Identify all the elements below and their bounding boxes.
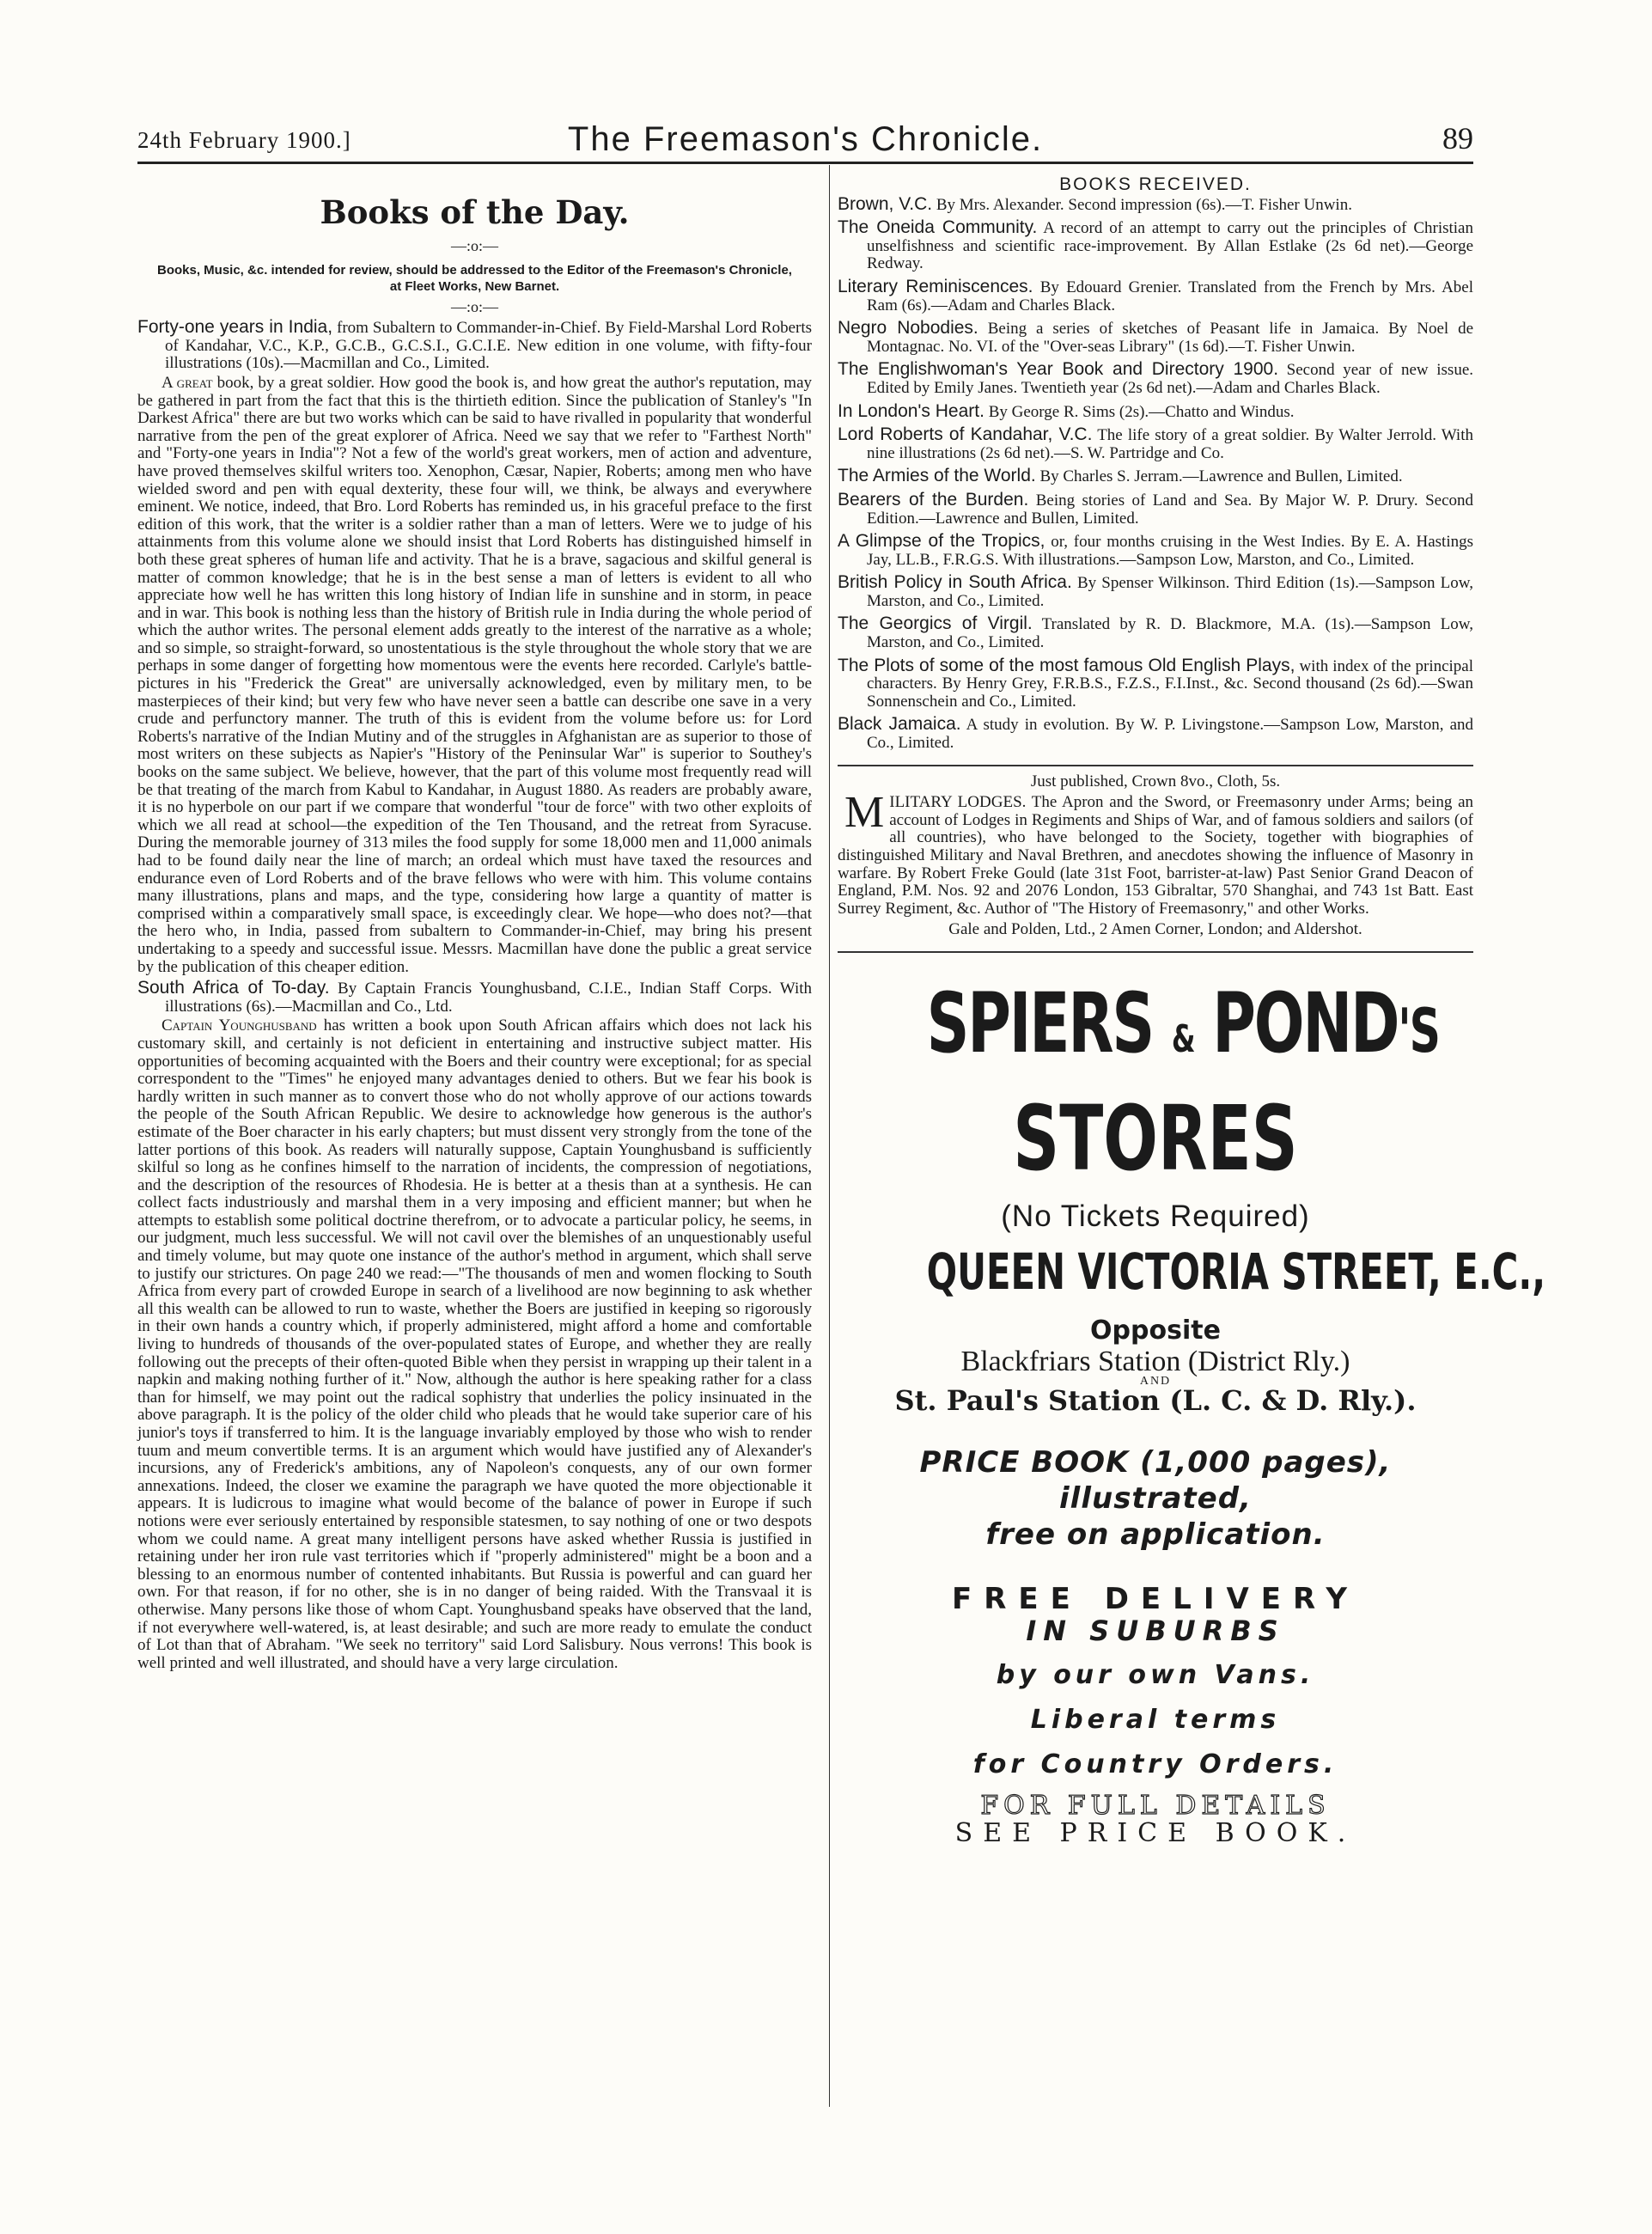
review-entry-heading: [137, 319, 812, 373]
advert-free-delivery: FREE DELIVERY: [952, 1581, 1359, 1616]
book-entry: [838, 193, 1473, 215]
ornament: —:o:—: [450, 237, 498, 254]
book-details: By Edouard Grenier. Translated from the French by Mrs. Abel Ram (6s).—Adam and Charles Black.: [867, 278, 1473, 314]
price-book-line: PRICE BOOK (1,000 pages),: [919, 1444, 1392, 1480]
review-lead: A great: [162, 373, 213, 392]
advert-full-details: FOR FULL DETAILS: [980, 1790, 1331, 1821]
page-number: 89: [1442, 121, 1473, 156]
review-body: [137, 375, 812, 976]
advert-st-pauls: St. Paul's Station (L. C. & D. Rly.).: [894, 1384, 1417, 1418]
review-meta: from Subaltern to Commander-in-Chief. By Field-Marshal Lord Roberts of Kandahar, V.C., K.P., G.C.B., G.C.S.I., G.C.I.E. New edition in one volume, with fifty-four illustrations (10s).—Macmillan and Co., Limited.: [165, 319, 812, 373]
book-details: Being stories of Land and Sea. By Major W. P. Drury. Second Edition.—Lawrence and Bullen, Limited.: [867, 491, 1474, 528]
book-entry: [838, 467, 1473, 486]
advert-country: for Country Orders.: [972, 1749, 1338, 1779]
book-title: The Oneida Community.: [838, 217, 1038, 238]
book-entry: [838, 716, 1473, 752]
advert-and: AND: [1139, 1374, 1172, 1388]
book-entry: [838, 278, 1473, 314]
advert-stores: STORES: [1013, 1085, 1298, 1191]
price-book-line: illustrated,: [1059, 1480, 1252, 1516]
advert-price-book: [838, 1444, 1473, 1553]
book-title: The Englishwoman's Year Book and Directory 1900.: [838, 359, 1279, 380]
books-received-list: [838, 193, 1474, 753]
book-entry: [838, 320, 1473, 356]
book-details: or, four months cruising in the West Indies. By E. A. Hastings Jay, LL.B., F.R.G.S. With illustrations.—Sampson Low, Marston, and Co., Limited.: [867, 533, 1474, 569]
right-column: [838, 174, 1546, 1849]
publisher-line: Gale and Polden, Ltd., 2 Amen Corner, London; and Aldershot.: [948, 920, 1362, 939]
book-title: British Policy in South Africa.: [838, 572, 1072, 593]
book-title: Negro Nobodies.: [838, 318, 978, 339]
book-details: The life story of a great soldier. By Walter Jerrold. With nine illustrations (2s 6d net).—S. W. Partridge and Co.: [867, 426, 1473, 462]
spiers-pond-advert: [838, 974, 1546, 1849]
advert-blackfriars: Blackfriars Station (District Rly.): [960, 1346, 1350, 1378]
book-details: A study in evolution. By W. P. Livingstone.—Sampson Low, Marston, and Co., Limited.: [867, 716, 1474, 753]
book-title: Lord Roberts of Kandahar, V.C.: [838, 424, 1093, 445]
book-details: By Charles S. Jerram.—Lawrence and Bullen, Limited.: [1039, 467, 1403, 486]
review-text: book, by a great soldier. How good the book is, and how great the author's reputation, may be gathered in part from the fact that this is the thirtieth edition. Since the publication of Stanley's "In Darkest Africa" there are but two works which can be said to have rivalled in popularity that wonderful narrative from the pen of the great explorer of Africa. Need we say that we refer to "Farthest North" and "Forty-one years in India"? Not a few of the world's great workers, men of action and adventure, have proved themselves skilful writers too. Xenophon, Cæsar, Napier, Roberts; among men who have wielded sword and pen with equal dexterity, these four will, we think, be always and everywhere eminent. We notice, indeed, that Bro. Lord Roberts has reminded us, in his graceful preface to the first edition of this work, that the writer is a soldier rather than a man of letters. Were we to judge of his attainments from this volume alone we should insist that Lord Roberts has distinguished himself in both these great spheres of human life and activity. That he is a brave, sagacious and skilful general is matter of common knowledge; that he is in the best sense a man of letters is evident to all who appreciate how well he has written this long history of Indian life in sunshine and in storm, in peace and in war. This book is nothing less than the history of British rule in India during the whole period of which the author writes. The personal element adds greatly to the interest of the narrative as a whole; and so simple, so straight-forward, so unostentatious is the style throughout the whole story that we are perhaps in some danger of forgetting how momentous were the events here recorded. Carlyle's battle-pictures in his "Frederick the Great" are universally acknowledged, even by military men, to be masterpieces of their kind; but very few who have never seen a battle can describe one save in a very crude and perfunctory manner. The truth of this is evident from the volume before us: for Lord Roberts's narrative of the Indian Mutiny and of the struggles in Afghanistan are as superior to those of most writers on these subjects as Napier's "History of the Peninsular War" is superior to Southey's books on the same subject. We believe, however, that the part of this volume most frequently read will be that treating of the march from Kabul to Kandahar, in August 1880. As readers are probably aware, it is no hyperbole on our part if we compare that wonderful "tour de force" with two other exploits of which we all read at school—the expedition of the Ten Thousand, and the retreat from Syracuse. During the memorable journey of 313 miles the food supply for some 18,000 men and 11,000 animals had to be found daily near the line of march; an ordeal which must have taxed the resources and endurance even of Lord Roberts and of the brave fellows who were with him. This volume contains many illustrations, plans and maps, and the type, considering how large a quantity of matter is comprised within a comparatively small space, is exceedingly clear. We hope—who does not?—that the hero who, in India, passed from subaltern to Commander-in-Chief, may bring his present undertaking to a speedy and successful issue. Messrs. Macmillan have done the public a great service by the publication of this cheaper edition.: [137, 373, 813, 976]
section-title: Books of the Day.: [320, 193, 630, 231]
review-entry-heading: [137, 980, 812, 1016]
price-book-line: free on application.: [985, 1517, 1326, 1552]
brand-amp: &: [1171, 1016, 1194, 1061]
book-details: By Mrs. Alexander. Second impression (6s).—T. Fisher Unwin.: [936, 195, 1352, 214]
review-meta: By Captain Francis Younghusband, C.I.E., Indian Staff Corps. With illustrations (6s).—Macmillan and Co., Ltd.: [165, 980, 812, 1016]
advert-in-suburbs: IN SUBURBS: [1026, 1614, 1285, 1647]
review-body: [137, 1017, 812, 1672]
review-title: South Africa of To-day.: [137, 978, 330, 998]
drop-cap: M: [844, 788, 885, 838]
book-title: Bearers of the Burden.: [838, 489, 1029, 510]
review-notice: Books, Music, &c. intended for review, should be addressed to the Editor of the Freemason's Chronicle, at Fleet Works, New Barnet.: [157, 262, 792, 294]
book-entry: [838, 615, 1473, 651]
book-entry: [838, 400, 1473, 422]
advert-liberal: Liberal terms: [1030, 1704, 1281, 1735]
brand-s: 'S: [1398, 995, 1439, 1066]
review-text: has written a book upon South African affairs which does not lack his customary skill, and certainly is not deficient in entertaining and instructive subject matter. His opportunities of becoming acquainted with the Boers and their country were exceptional; for as special correspondent to the "Times" he enjoyed many advantages denied to others. But we fear his book is hardly written in such manner as to convert those who do not wholly approve of our actions towards the people of the South African Republic. We desire to acknowledge how generous is the author's estimate of the Boer character in his early chapters; but must dissent very strongly from the tone of the latter portions of this book. As readers will naturally suppose, Captain Younghusband is sufficiently skilful so long as he confines himself to the narration of incidents, the compression of negotiations, and the description of the resources of Rhodesia. He is better at a thesis than at a synthesis. He can collect facts industriously and marshal them in a very imposing and efficient manner; but when he attempts to establish some political doctrine therefrom, or to advocate a particular policy, he seems, in our judgment, much less successful. We will not cavil over the blemishes of an unquestionably useful and timely volume, but may quote one instance of the author's method in argument, which shall serve to justify our strictures. On page 240 we read:—"The thousands of men and women flocking to South Africa from every part of crowded Europe in search of a livelihood are now beginning to ask whether all this wealth can be allowed to run to waste, whether the Boers are justified in keeping so rigorously in their own hands a country which, if properly administered, might afford a home and comfortable living to hundreds of thousands of the over-populated states of Europe, and whether they are really following out the precepts of their often-quoted Bible when they persist in wrapping up their talent in a napkin and making nothing further of it." Now, although the author is here speaking rather for a class than for himself, we may point out the radical sophistry that underlies the policy insinuated in the above paragraph. It is the policy of the older child who pleads that he would take superior care of his junior's toys if transferred to him. It is the language invariably employed by those who wish to render tuum and meum convertible terms. It is an argument which would have justified any of Alexander's incursions, any of Frederick's ambitions, any of Napoleon's conquests, any of our own former annexations. Indeed, the closer we examine the paragraph we have quoted the more objectionable it appears. It is ludicrous to imagine what would become of the balance of power in Europe if such notions were ever seriously entertained by responsible statesmen, to say nothing of one or two despots whom we could name. A great many intelligent persons have asked whether Russia is justified in retaining under her iron rule vast territories which if "properly administered" might be a boon and a blessing to an enormous number of contented inhabitants. But Russia is powerful and can guard her own. For that reason, if for no other, she is in no danger of being raided. With the Transvaal it is otherwise. Many persons like those of whom Capt. Younghusband speaks have observed that the land, if not everywhere well-watered, is, at least desirable; and such are more ready to emulate the conduct of Lot than that of Abraham. "We seek no territory" said Lord Salisbury. Nous verrons! This book is well printed and well illustrated, and should have a very large circulation.: [137, 1016, 812, 1672]
separator-rule: [838, 951, 1473, 953]
brand-spiers: SPIERS: [926, 974, 1154, 1071]
book-entry: [838, 657, 1473, 711]
separator-rule: [838, 765, 1473, 766]
book-title: The Georgics of Virgil.: [838, 613, 1033, 634]
page-header: [137, 120, 1473, 158]
brand-pond: POND: [1212, 974, 1399, 1071]
book-details: By Spenser Wilkinson. Third Edition (1s).—Sampson Low, Marston, and Co., Limited.: [867, 574, 1474, 610]
book-title: A Glimpse of the Tropics,: [838, 531, 1045, 552]
book-title: Brown, V.C.: [838, 193, 933, 214]
advert-no-tickets: (No Tickets Required): [1001, 1199, 1310, 1233]
book-details: By George R. Sims (2s).—Chatto and Windus.: [988, 402, 1295, 421]
book-details: Second year of new issue. Edited by Emily Janes. Twentieth year (2s 6d net).—Adam and Charles Black.: [867, 361, 1474, 397]
military-lodges-text: ILITARY LODGES. The Apron and the Sword, or Freemasonry under Arms; being an account of Lodges in Regiments and Ships of War, and of famous soldiers and sailors (of all countries), who have belonged to the Society, together with biographies of distinguished Military and Naval Brethren, and anecdotes showing the influence of Masonry in warfare. By Robert Freke Gould (late 31st Foot, barrister-at-law) Past Senior Grand Deacon of England, P.M. Nos. 92 and 2076 London, 153 Gibraltar, 570 Shanghai, and 743 1st Batt. East Surrey Regiment, &c. Author of "The History of Freemasonry," and other Works.: [838, 793, 1473, 918]
book-details: A record of an attempt to carry out the principles of Christian unselfishness and scientific race-improvement. By Allan Estlake (2s 6d net).—George Redway.: [867, 219, 1473, 273]
header-rule: [137, 162, 1473, 164]
book-title: In London's Heart.: [838, 400, 984, 421]
book-entry: [838, 533, 1473, 569]
books-received-heading: BOOKS RECEIVED.: [1059, 174, 1252, 194]
review-title: Forty-one years in India,: [137, 317, 333, 338]
advert-own-vans: by our own Vans.: [996, 1659, 1315, 1690]
military-lodges-notice: [838, 788, 1473, 918]
review-lead: Captain Younghusband: [162, 1016, 317, 1035]
column-divider: [829, 165, 830, 2107]
book-entry: [838, 426, 1473, 462]
book-details: Being a series of sketches of Peasant life in Jamaica. By Noel de Montagnac. No. VI. of the "Over-seas Library" (1s 6d).—T. Fisher Unwin.: [867, 320, 1474, 356]
just-published: Just published, Crown 8vo., Cloth, 5s.: [1030, 772, 1281, 790]
advert-opposite: Opposite: [1090, 1315, 1221, 1346]
issue-date: 24th February 1900.]: [137, 127, 351, 153]
book-details: Translated by R. D. Blackmore, M.A. (1s).—Sampson Low, Marston, and Co., Limited.: [867, 615, 1473, 652]
book-title: The Plots of some of the most famous Old English Plays,: [838, 655, 1295, 675]
book-title: The Armies of the World.: [838, 466, 1036, 486]
advert-see-price-book: SEE PRICE BOOK.: [954, 1818, 1356, 1849]
book-entry: [838, 491, 1473, 528]
book-entry: [838, 219, 1473, 273]
advert-street: QUEEN VICTORIA STREET, E.C.,: [926, 1242, 1546, 1301]
book-details: with index of the principal characters. By Henry Grey, F.R.B.S., F.Z.S., F.I.Inst., &c. Second thousand (2s 6d).—Swan Sonnenschein and Co., Limited.: [867, 656, 1474, 711]
book-entry: [838, 361, 1473, 397]
left-column: [137, 172, 812, 1674]
newspaper-title: The Freemason's Chronicle.: [567, 120, 1044, 158]
ornament: —:o:—: [450, 297, 498, 315]
book-title: Black Jamaica.: [838, 714, 961, 735]
book-entry: [838, 574, 1473, 610]
book-title: Literary Reminiscences.: [838, 276, 1033, 296]
advert-brand: [926, 974, 1439, 1088]
